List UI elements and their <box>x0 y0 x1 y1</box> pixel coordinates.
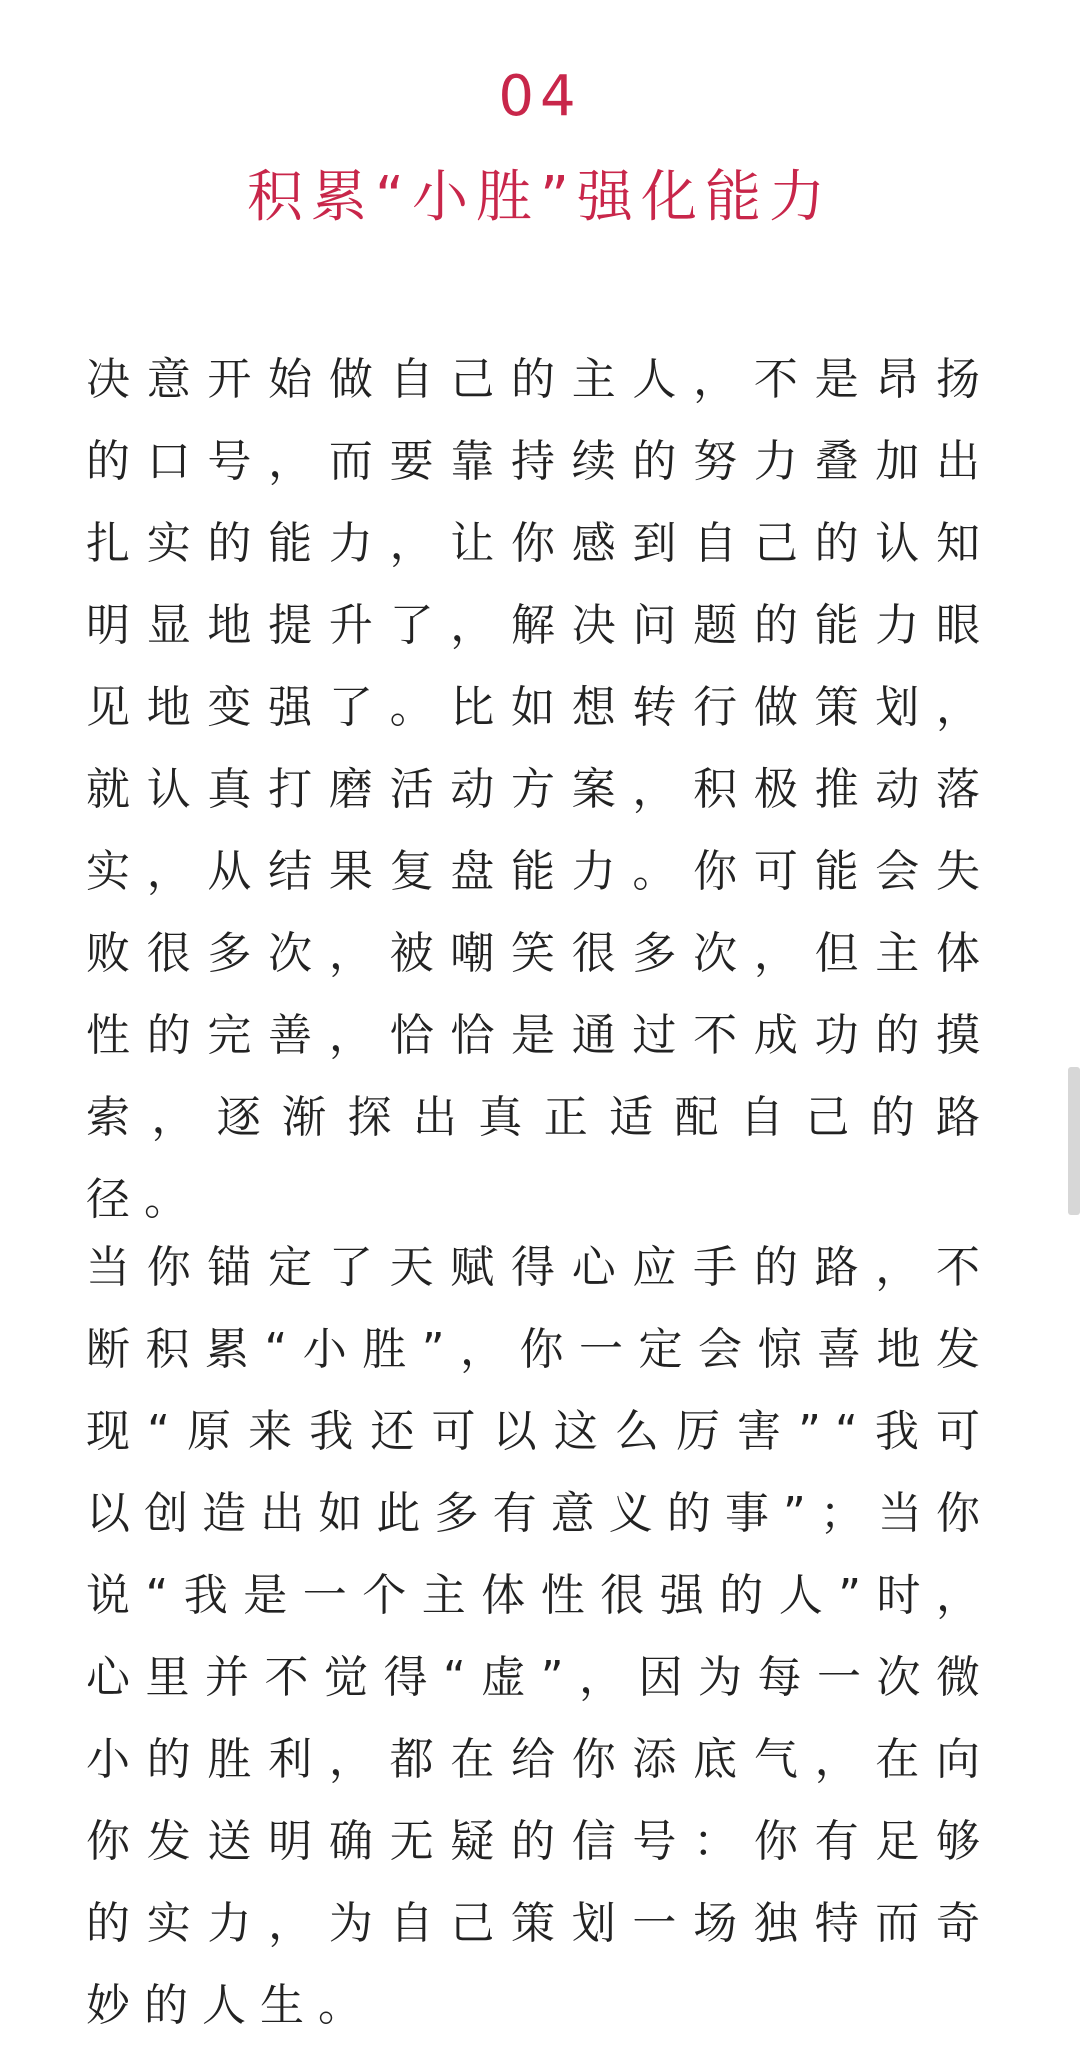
section-title: 积累“小胜”强化能力 <box>246 165 834 230</box>
paragraph-1: 决意开始做自己的主人，不是昂扬的口号，而要靠持续的努力叠加出扎实的能力，让你感到自己的认知明显地提升了，解决问题的能力眼见地变强了。比如想转行做策划，就认真打磨活动方案，积极推动落实，从结果复盘能力。你可能会失败很多次，被嘲笑很多次，但主体性的完善，恰恰是通过不成功的摸索，逐渐探出真正适配自己的路径。 <box>86 354 994 1225</box>
scrollbar-thumb[interactable] <box>1068 1067 1080 1215</box>
paragraph-2: 当你锚定了天赋得心应手的路，不断积累“小胜”，你一定会惊喜地发现“原来我还可以这么厉害”“我可以创造出如此多有意义的事”；当你说“我是一个主体性很强的人”时，心里并不觉得“虚”，因为每一次微小的胜利，都在给你添底气，在向你发送明确无疑的信号：你有足够的实力，为自己策划一场独特而奇妙的人生。 <box>86 1242 994 2031</box>
section-number: 04 <box>498 64 582 129</box>
